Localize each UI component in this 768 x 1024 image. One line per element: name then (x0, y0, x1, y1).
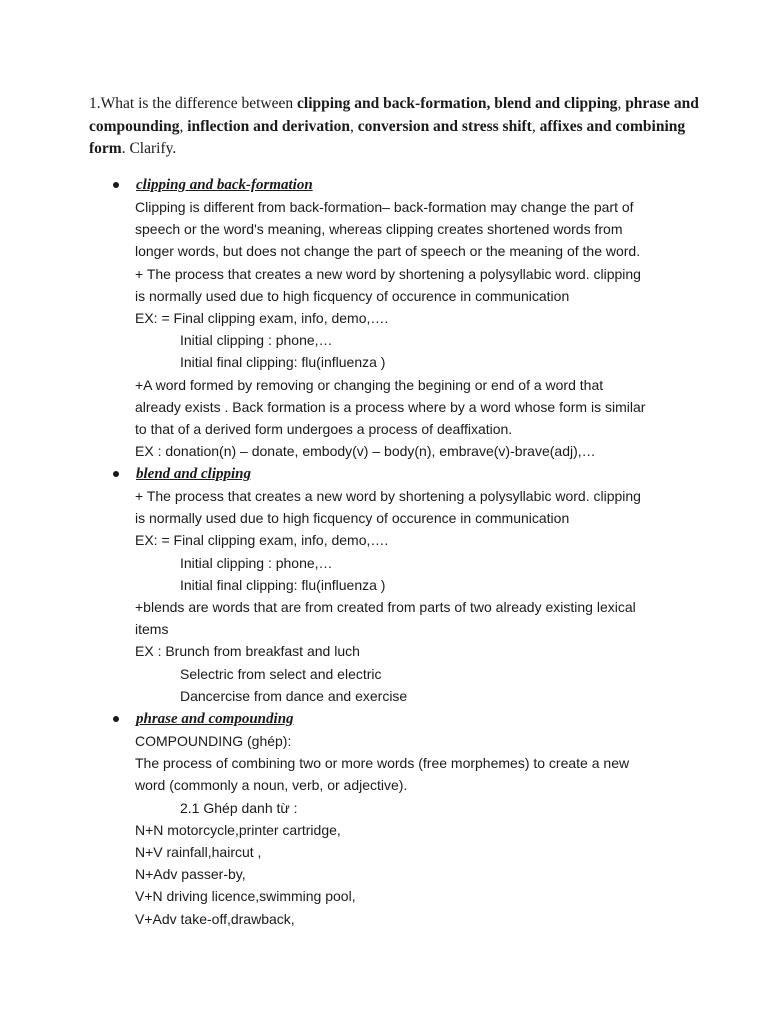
body-line: 2.1 Ghép danh từ : (180, 799, 298, 816)
body-line: speech or the word's meaning, whereas clipping creates shortened words from (135, 221, 623, 238)
question-text: , (179, 117, 188, 135)
bullet-icon (113, 471, 119, 477)
body-line: Selectric from select and electric (180, 665, 382, 682)
body-line: is normally used due to high ficquency of occurence in communication (135, 510, 570, 527)
section-heading: blend and clipping (136, 466, 252, 482)
body-line: to that of a derived form undergoes a process of deaffixation. (135, 421, 513, 438)
bullet-icon (113, 182, 119, 188)
question-text: , (617, 95, 626, 112)
body-line: is normally used due to high ficquency of occurence in communication (135, 287, 570, 304)
body-line: Dancercise from dance and exercise (180, 687, 408, 704)
question-term: phrase and compounding (89, 95, 699, 135)
body-line: word (commonly a noun, verb, or adjective). (135, 777, 408, 794)
body-line: longer words, but does not change the part of speech or the meaning of the word. (135, 243, 641, 260)
body-line: V+Adv take-off,drawback, (135, 910, 295, 927)
body-line: EX: = Final clipping exam, info, demo,…. (135, 310, 389, 327)
body-line: +blends are words that are from created from parts of two already existing lexical (135, 599, 636, 616)
body-line: V+N driving licence,swimming pool, (135, 888, 356, 905)
body-line: COMPOUNDING (ghép): (135, 733, 292, 749)
body-line: N+V rainfall,haircut , (135, 844, 262, 861)
bullet-row (113, 174, 713, 196)
section-heading: phrase and compounding (136, 711, 294, 727)
question-paragraph (89, 93, 709, 161)
section-heading: clipping and back-formation (136, 177, 313, 193)
body-line: Initial clipping : phone,… (180, 332, 333, 349)
body-line: EX: = Final clipping exam, info, demo,…. (135, 532, 389, 549)
body-line: N+N motorcycle,printer cartridge, (135, 821, 341, 838)
section-body (135, 730, 695, 930)
question-term: conversion and stress shift (357, 117, 532, 135)
body-line: N+Adv passer-by, (135, 866, 246, 883)
question-term: inflection and derivation (187, 117, 350, 135)
body-line: EX : Brunch from breakfast and luch (135, 643, 360, 660)
body-line: + The process that creates a new word by shortening a polysyllabic word. clipping (135, 488, 641, 504)
body-line: already exists . Back formation is a process where by a word whose form is similar (135, 398, 646, 415)
question-text: . Clarify. (121, 140, 177, 157)
body-line: + The process that creates a new word by shortening a polysyllabic word. clipping (135, 265, 641, 282)
section-body (135, 485, 695, 707)
question-text: , (531, 117, 540, 135)
question-text: 1.What is the difference between (89, 95, 298, 112)
section-body (135, 196, 695, 462)
body-line: Initial clipping : phone,… (180, 554, 333, 571)
bullet-row (113, 708, 713, 730)
question-term: clipping and back-formation, blend and clipping (297, 95, 618, 112)
question-text: , (349, 117, 358, 135)
body-line: The process of combining two or more words (free morphemes) to create a new (135, 755, 630, 772)
body-line: Clipping is different from back-formation– back-formation may change the part of (135, 199, 634, 215)
bullet-icon (113, 716, 119, 722)
section-phrase-compounding (113, 708, 713, 930)
body-line: Initial final clipping: flu(influenza ) (180, 576, 386, 593)
body-line: EX : donation(n) – donate, embody(v) – body(n), embrave(v)-brave(adj),… (135, 443, 596, 460)
body-line: +A word formed by removing or changing the begining or end of a word that (135, 376, 604, 393)
section-clipping-back-formation (113, 174, 713, 462)
bullet-row (113, 463, 713, 485)
question-term: affixes and combining form (89, 117, 686, 157)
body-line: items (135, 621, 169, 638)
body-line: Initial final clipping: flu(influenza ) (180, 354, 386, 371)
section-blend-clipping (113, 463, 713, 707)
